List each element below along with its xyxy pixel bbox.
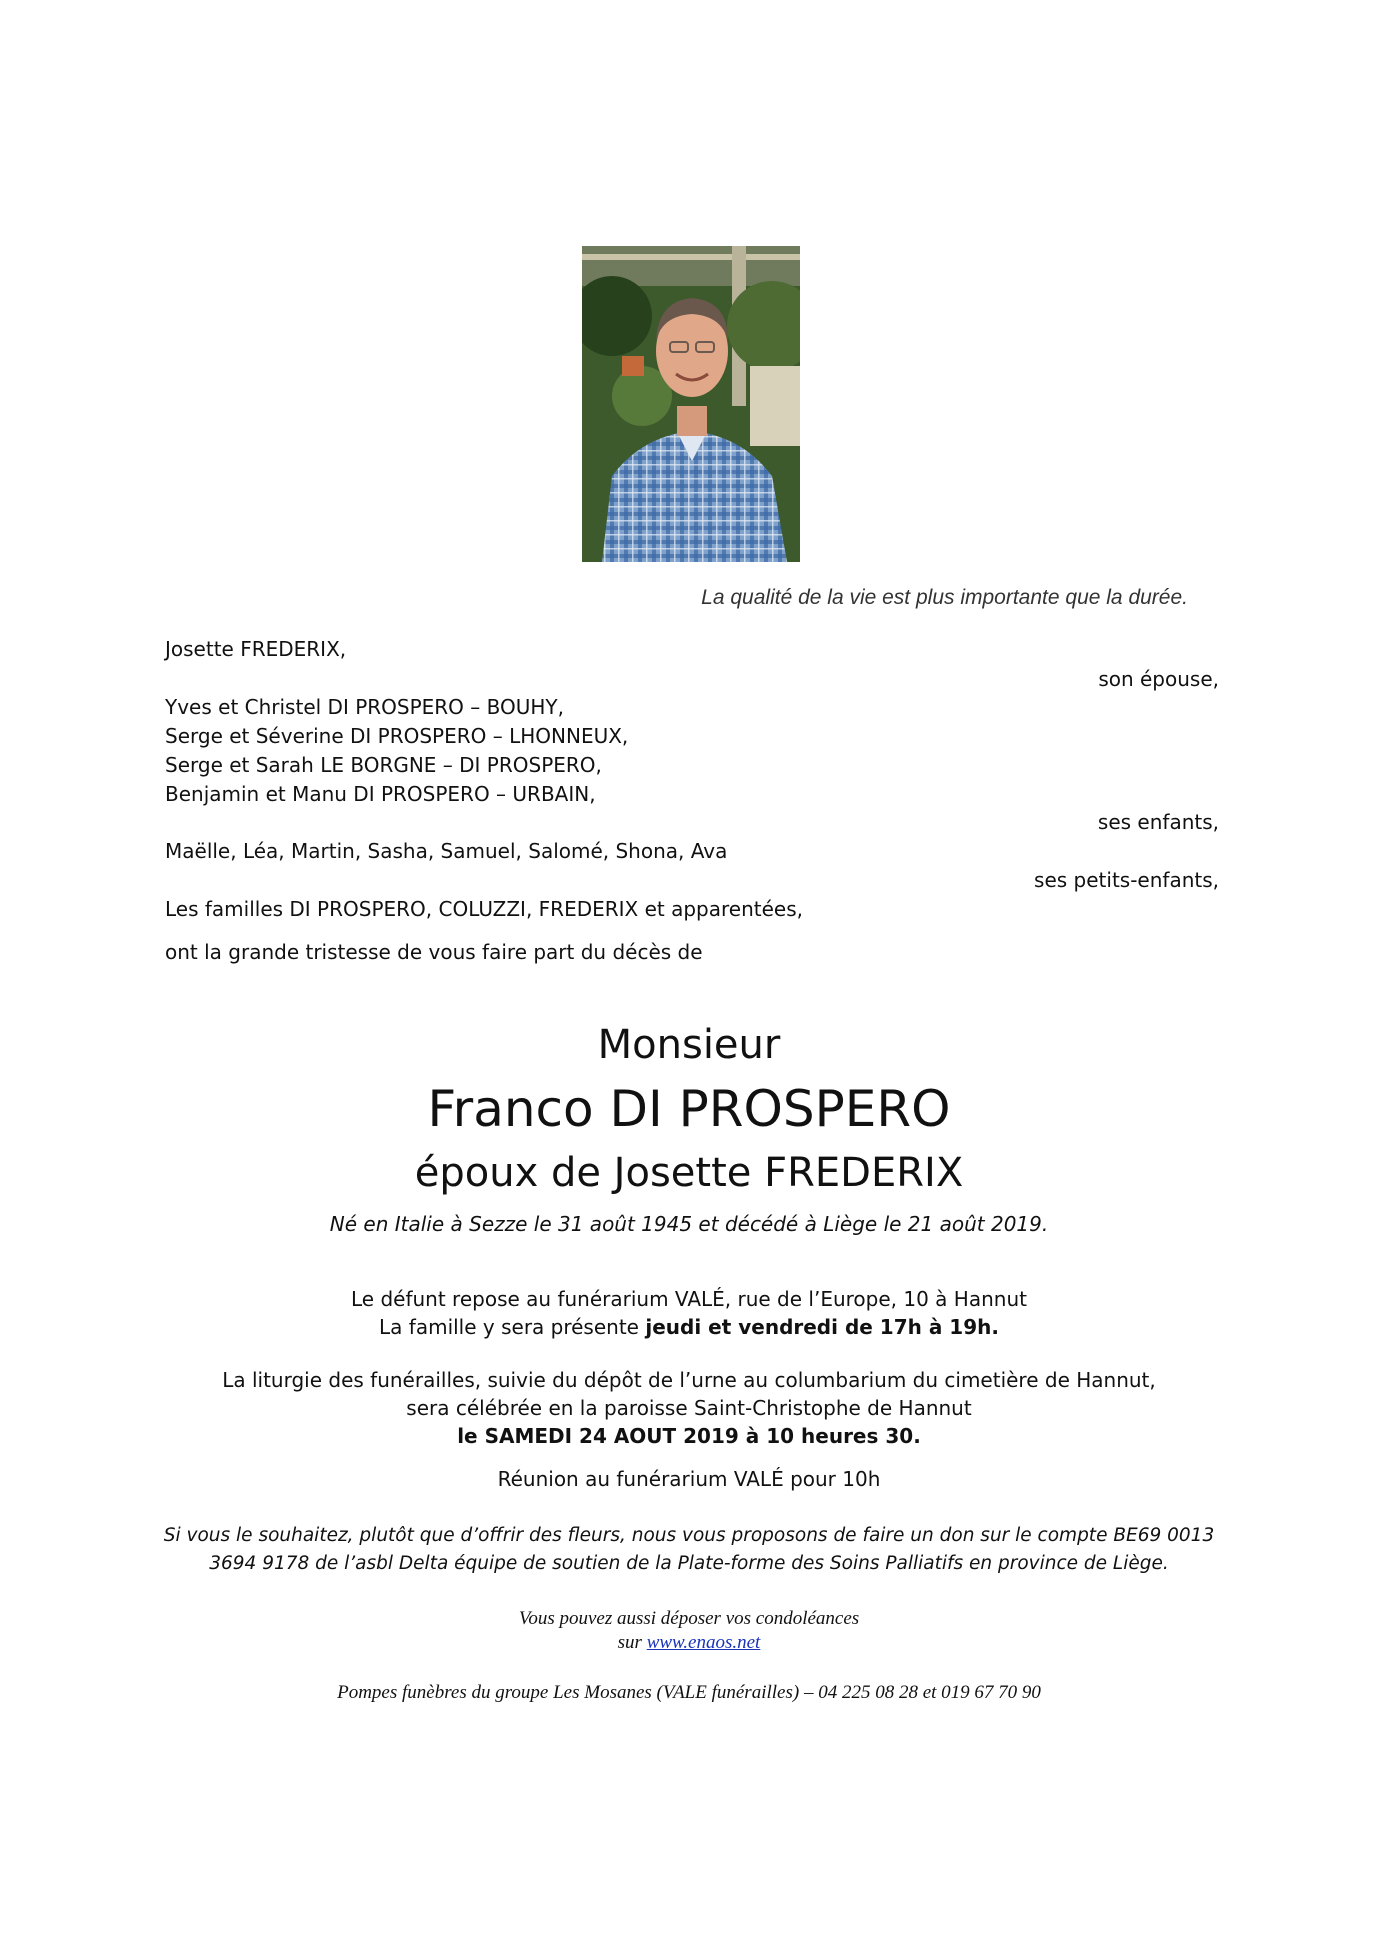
child-line: Benjamin et Manu DI PROSPERO – URBAIN, <box>165 782 596 806</box>
condolences-link-line: sur www.enaos.net <box>617 1632 761 1653</box>
funeral-liturgy: La liturgie des funérailles, suivie du dépôt de l’urne au columbarium du cimetière de Hannut, <box>222 1368 1156 1392</box>
child-line: Yves et Christel DI PROSPERO – BOUHY, <box>165 695 565 719</box>
condolences-line: Vous pouvez aussi déposer vos condoléances <box>518 1608 860 1629</box>
children-role: ses enfants, <box>1097 810 1219 834</box>
funeral-info <box>0 1366 1378 1450</box>
quote: La qualité de la vie est plus importante que la durée. <box>701 586 1188 609</box>
birth-death-dates: Né en Italie à Sezze le 31 août 1945 et décédé à Liège le 21 août 2019. <box>329 1212 1049 1236</box>
visitation-location: Le défunt repose au funérarium VALÉ, rue de l’Europe, 10 à Hannut <box>351 1287 1027 1311</box>
deceased-name: Franco DI PROSPERO <box>427 1080 951 1138</box>
meeting-info: Réunion au funérarium VALÉ pour 10h <box>497 1467 881 1491</box>
honorific: Monsieur <box>597 1022 781 1068</box>
donation-line: Si vous le souhaitez, plutôt que d’offrir des fleurs, nous vous proposons de faire un don sur le compte BE69 0013 <box>163 1525 1215 1546</box>
spouse-role: son épouse, <box>1098 667 1219 691</box>
donation-line: 3694 9178 de l’asbl Delta équipe de soutien de la Plate-forme des Soins Palliatifs en province de Liège. <box>209 1553 1169 1574</box>
visitation-info <box>0 1285 1378 1341</box>
extended-families: Les familles DI PROSPERO, COLUZZI, FREDERIX et apparentées, <box>165 897 803 921</box>
visitation-hours: La famille y sera présente jeudi et vendredi de 17h à 19h. <box>379 1315 999 1339</box>
children-list <box>165 693 628 809</box>
portrait-photo <box>582 246 800 562</box>
deceased-spouse: époux de Josette FREDERIX <box>414 1150 964 1196</box>
grandchildren-role: ses petits-enfants, <box>1034 868 1219 892</box>
funeral-date: le SAMEDI 24 AOUT 2019 à 10 heures 30. <box>457 1424 921 1448</box>
child-line: Serge et Sarah LE BORGNE – DI PROSPERO, <box>165 753 602 777</box>
spouse-name: Josette FREDERIX, <box>165 637 347 661</box>
child-line: Serge et Séverine DI PROSPERO – LHONNEUX, <box>165 724 629 748</box>
funeral-home-footer: Pompes funèbres du groupe Les Mosanes (VALE funérailles) – 04 225 08 28 et 019 67 70 90 <box>337 1682 1041 1703</box>
condolences-info <box>0 1607 1378 1655</box>
visitation-hours-bold: jeudi et vendredi de 17h à 19h. <box>645 1315 999 1339</box>
funeral-parish: sera célébrée en la paroisse Saint-Christophe de Hannut <box>406 1396 972 1420</box>
announcement: ont la grande tristesse de vous faire part du décès de <box>165 940 703 964</box>
grandchildren: Maëlle, Léa, Martin, Sasha, Samuel, Salomé, Shona, Ava <box>165 839 728 863</box>
donation-info <box>150 1522 1228 1578</box>
enaos-link[interactable]: www.enaos.net <box>646 1632 761 1653</box>
